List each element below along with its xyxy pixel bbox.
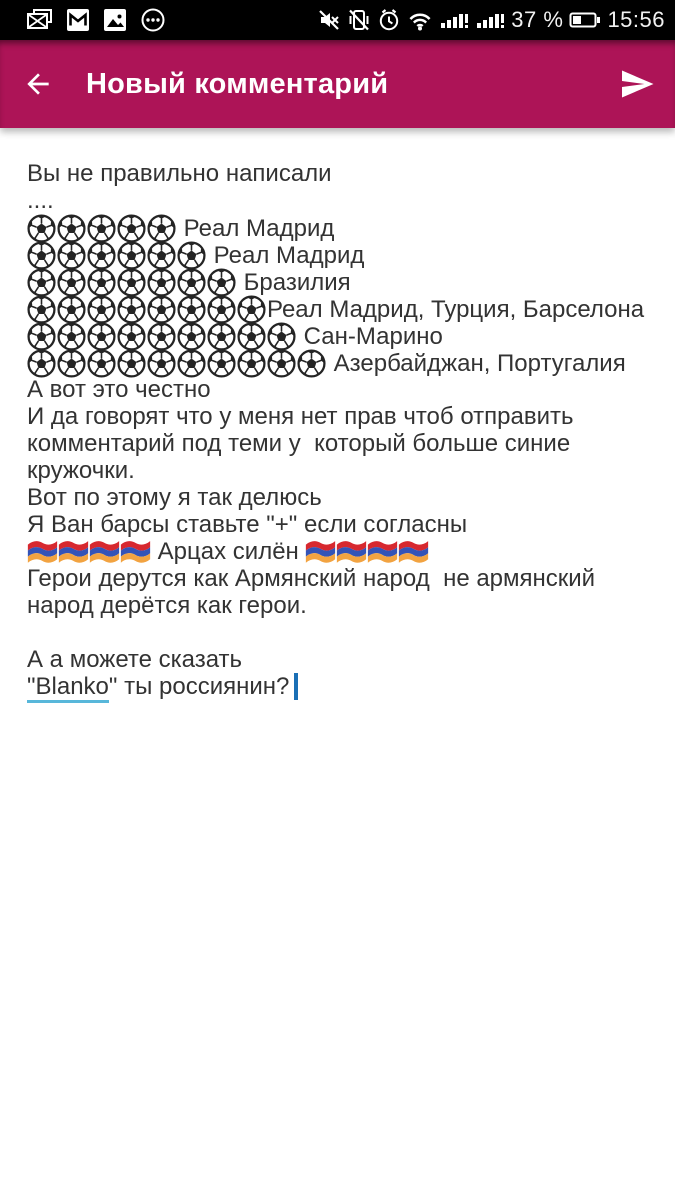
soccer-ball-icon <box>27 241 56 270</box>
armenian-flag-icon <box>120 539 151 564</box>
soccer-ball-icon <box>27 322 56 351</box>
soccer-ball-icon <box>87 322 116 351</box>
cell-signal-2-icon <box>475 8 505 32</box>
comment-line: Герои дерутся как Армянский народ не армянский <box>27 565 596 592</box>
soccer-ball-icon <box>207 295 236 324</box>
soccer-ball-icon <box>177 268 206 297</box>
soccer-ball-icon <box>177 241 206 270</box>
soccer-ball-icon <box>117 295 146 324</box>
comment-input[interactable] <box>0 128 675 700</box>
soccer-ball-icon <box>267 322 296 351</box>
soccer-ball-icon <box>237 322 266 351</box>
soccer-ball-icon <box>147 268 176 297</box>
send-button[interactable] <box>613 60 661 108</box>
soccer-ball-icon <box>207 349 236 378</box>
soccer-ball-icon <box>117 322 146 351</box>
soccer-ball-icon <box>57 322 86 351</box>
soccer-ball-icon <box>27 268 56 297</box>
soccer-ball-icon <box>237 295 266 324</box>
page-title: Новый комментарий <box>86 67 389 100</box>
wifi-icon <box>407 9 433 31</box>
comment-line: Я Ван барсы ставьте "+" если согласны <box>27 511 468 538</box>
alarm-icon <box>377 8 401 32</box>
soccer-ball-icon <box>87 241 116 270</box>
soccer-ball-icon <box>177 349 206 378</box>
arrow-back-icon <box>22 68 54 100</box>
soccer-ball-icon <box>297 349 326 378</box>
gallery-icon <box>103 8 127 32</box>
soccer-ball-icon <box>87 214 116 243</box>
back-button[interactable] <box>14 60 62 108</box>
soccer-ball-icon <box>117 349 146 378</box>
soccer-ball-icon <box>177 295 206 324</box>
soccer-ball-icon <box>267 349 296 378</box>
comment-line: Вот по этому я так делюсь <box>27 484 322 511</box>
soccer-ball-icon <box>147 349 176 378</box>
armenian-flag-icon <box>27 539 58 564</box>
app-bar <box>0 40 675 128</box>
armenian-flag-icon <box>398 539 429 564</box>
armenian-flag-icon <box>367 539 398 564</box>
comment-line: народ дерётся как герои. <box>27 592 307 619</box>
comment-line <box>27 619 648 646</box>
comment-line: Реал Мадрид, Турция, Барселона <box>27 295 648 322</box>
soccer-ball-icon <box>207 322 236 351</box>
armenian-flag-icon <box>89 539 120 564</box>
soccer-ball-icon <box>87 295 116 324</box>
comment-line: комментарий под теми у который больше синие <box>27 430 571 457</box>
soccer-ball-icon <box>177 322 206 351</box>
soccer-ball-icon <box>147 241 176 270</box>
vibrate-off-icon <box>347 8 371 32</box>
clock: 15:56 <box>607 7 665 32</box>
soccer-ball-icon <box>57 241 86 270</box>
send-icon <box>619 66 655 102</box>
soccer-ball-icon <box>57 268 86 297</box>
soccer-ball-icon <box>57 349 86 378</box>
comment-line: Сан-Марино <box>27 322 648 349</box>
comment-line: Реал Мадрид <box>27 241 648 268</box>
soccer-ball-icon <box>117 268 146 297</box>
mute-icon <box>317 8 341 32</box>
soccer-ball-icon <box>117 214 146 243</box>
soccer-ball-icon <box>117 241 146 270</box>
comment-line: .... <box>27 187 54 214</box>
status-bar <box>0 0 675 40</box>
cell-signal-1-icon <box>439 8 469 32</box>
comment-line: Реал Мадрид <box>27 214 648 241</box>
soccer-ball-icon <box>147 214 176 243</box>
misspelled-word: "Blanko <box>27 673 109 703</box>
armenian-flag-icon <box>305 539 336 564</box>
soccer-ball-icon <box>27 214 56 243</box>
battery-icon <box>569 11 601 29</box>
gmail-icon <box>66 8 90 32</box>
comment-line: Арцах силён <box>27 538 648 565</box>
comment-line: А вот это честно <box>27 376 211 403</box>
comment-line: кружочки. <box>27 457 135 484</box>
battery-percent: 37 % <box>511 7 564 32</box>
armenian-flag-icon <box>58 539 89 564</box>
comment-line: "Blanko" ты россиянин? <box>27 673 648 700</box>
system-status-icons <box>317 7 665 33</box>
soccer-ball-icon <box>237 349 266 378</box>
soccer-ball-icon <box>27 295 56 324</box>
notification-icons <box>26 7 166 33</box>
comment-line: Бразилия <box>27 268 648 295</box>
armenian-flag-icon <box>336 539 367 564</box>
soccer-ball-icon <box>207 268 236 297</box>
soccer-ball-icon <box>27 349 56 378</box>
more-notifications-icon <box>140 7 166 33</box>
soccer-ball-icon <box>147 322 176 351</box>
text-cursor <box>294 673 298 700</box>
comment-line: И да говорят что у меня нет прав чтоб отправить <box>27 403 574 430</box>
soccer-ball-icon <box>87 268 116 297</box>
comment-line: Вы не правильно написали <box>27 160 332 187</box>
email-icon <box>26 8 53 32</box>
comment-line: Азербайджан, Португалия <box>27 349 648 376</box>
comment-line: А а можете сказать <box>27 646 243 673</box>
soccer-ball-icon <box>147 295 176 324</box>
soccer-ball-icon <box>57 214 86 243</box>
soccer-ball-icon <box>57 295 86 324</box>
soccer-ball-icon <box>87 349 116 378</box>
